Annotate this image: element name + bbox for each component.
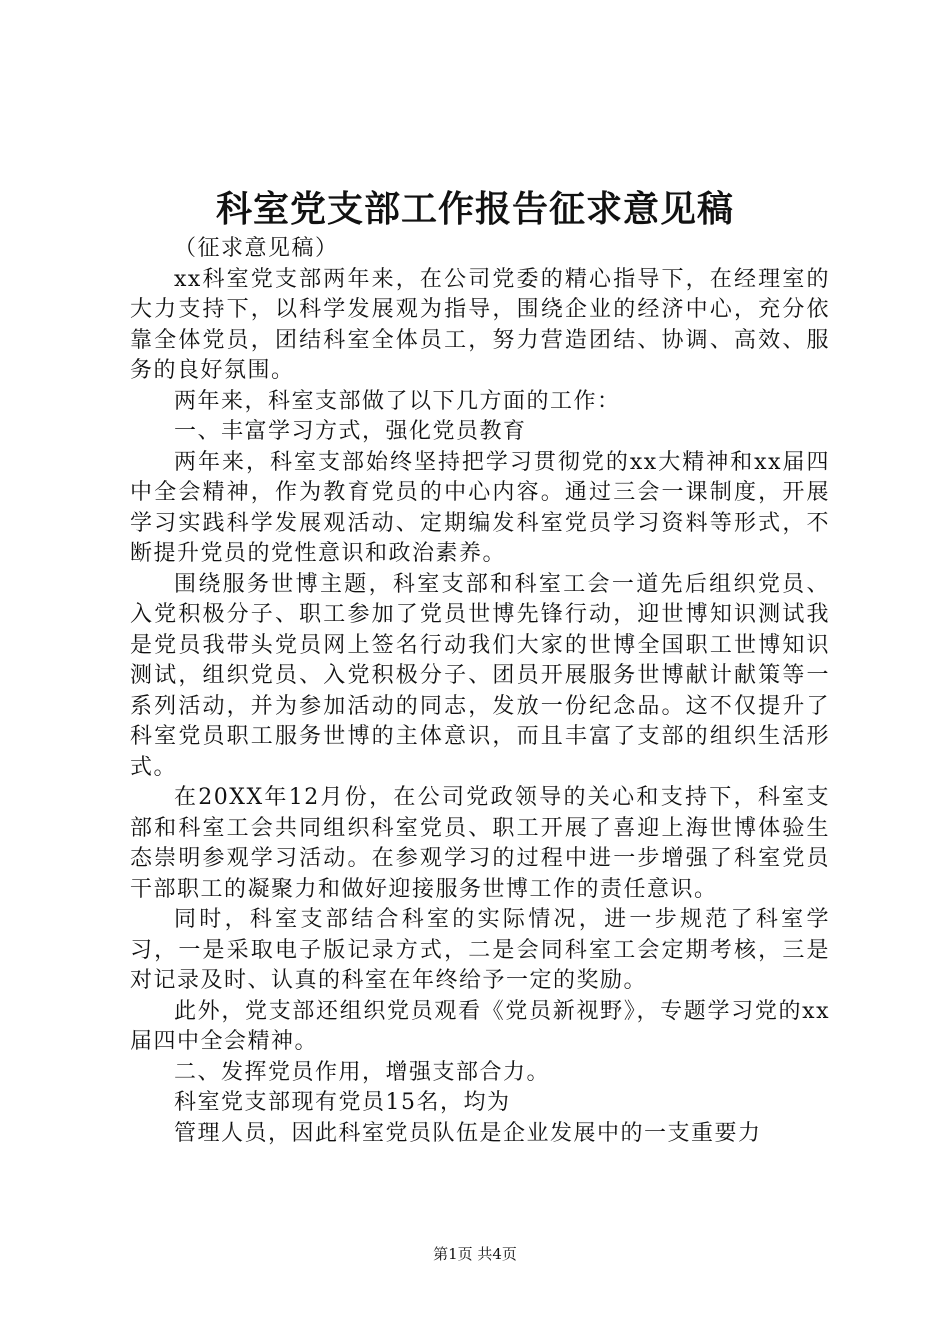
paragraph-study-records: 同时，科室支部结合科室的实际情况，进一步规范了科室学习，一是采取电子版记录方式，二是会同科室工会定期考核，三是对记录及时、认真的科室在年终给予一定的奖励。 xyxy=(130,907,830,993)
section-heading-2: 二、发挥党员作用，增强支部合力。 xyxy=(174,1059,551,1085)
paragraph-expo-service: 围绕服务世博主题，科室支部和科室工会一道先后组织党员、入党积极分子、职工参加了党员世博先锋行动，迎世博知识测试我是党员我带头党员网上签名行动我们大家的世博全国职工世博知识测试，组织党员、入党积极分子、团员开展服务世博献计献策等一系列活动，并为参加活动的同志，发放一份纪念品。这不仅提升了科室党员职工服务世博的主体意识，而且丰富了支部的组织生活形式。 xyxy=(130,571,830,780)
page-footer: 第1页 共4页 xyxy=(433,1245,517,1263)
paragraph-intro: xx科室党支部两年来，在公司党委的精心指导下，在经理室的大力支持下，以科学发展观为指导，围绕企业的经济中心，充分依靠全体党员，团结科室全体员工，努力营造团结、协调、高效、服务的良好氛围。 xyxy=(130,266,830,383)
section-heading-1: 一、丰富学习方式，强化党员教育 xyxy=(174,419,527,444)
paragraph-chongming-visit: 在20XX年12月份，在公司党政领导的关心和支持下，科室支部和科室工会共同组织科室党员、职工开展了喜迎上海世博体验生态崇明参观学习活动。在参观学习的过程中进一步增强了科室党员干部职工的凝聚力和做好迎接服务世博工作的责任意识。 xyxy=(130,785,830,902)
paragraph-study: 两年来，科室支部始终坚持把学习贯彻党的xx大精神和xx届四中全会精神，作为教育党员的中心内容。通过三会一课制度，开展学习实践科学发展观活动、定期编发科室党员学习资料等形式，不断提升党员的党性意识和政治素养。 xyxy=(130,449,830,566)
draft-note: （征求意见稿） xyxy=(174,236,339,261)
document-body xyxy=(130,234,830,1149)
paragraph-members: 科室党支部现有党员15名，均为 xyxy=(174,1090,511,1115)
paragraph-video-study: 此外，党支部还组织党员观看《党员新视野》，专题学习党的xx届四中全会精神。 xyxy=(130,998,830,1054)
paragraph-overview: 两年来，科室支部做了以下几方面的工作： xyxy=(174,388,621,414)
document-title: 科室党支部工作报告征求意见稿 xyxy=(215,188,734,230)
paragraph-members-cont: 管理人员，因此科室党员队伍是企业发展中的一支重要力 xyxy=(174,1120,762,1146)
